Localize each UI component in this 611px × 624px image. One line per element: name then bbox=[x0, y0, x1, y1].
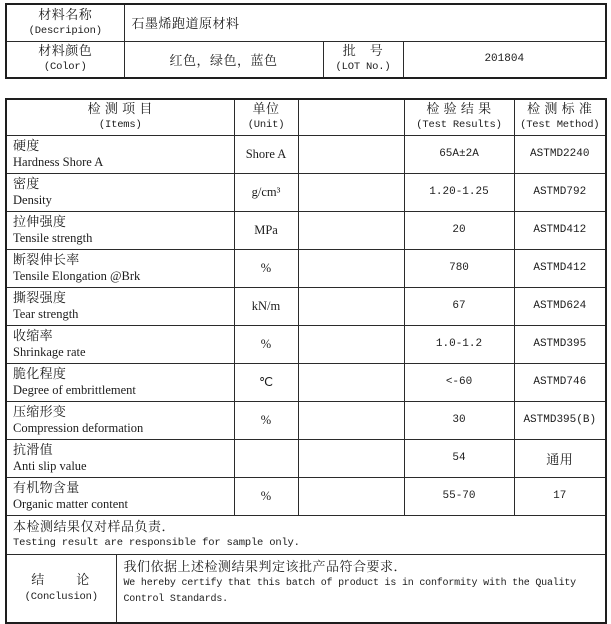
table-row bbox=[6, 439, 606, 477]
table-row bbox=[6, 325, 606, 363]
material-name-value: 石墨烯跑道原材料 bbox=[124, 4, 606, 41]
table-row bbox=[6, 173, 606, 211]
item-cell bbox=[6, 477, 234, 515]
item-cell bbox=[6, 439, 234, 477]
blank-cell bbox=[298, 173, 404, 211]
table-row bbox=[6, 363, 606, 401]
note-en: Testing result are responsible for sample only. bbox=[13, 536, 300, 549]
item-cell bbox=[6, 287, 234, 325]
conclusion-text-zh: 我们依据上述检测结果判定该批产品符合要求． bbox=[123, 558, 408, 574]
item-name-zh: 脆化程度 bbox=[13, 366, 67, 381]
blank-cell bbox=[298, 249, 404, 287]
header-unit: 单位 (Unit) bbox=[234, 99, 298, 135]
table-row bbox=[6, 401, 606, 439]
item-name-zh: 压缩形变 bbox=[13, 404, 67, 419]
blank-cell bbox=[298, 363, 404, 401]
method-cell: ASTMD412 bbox=[514, 249, 606, 287]
table-row bbox=[6, 287, 606, 325]
lot-number-value: 201804 bbox=[403, 41, 606, 78]
method-cell: ASTMD395(B) bbox=[514, 401, 606, 439]
item-name-zh: 有机物含量 bbox=[13, 480, 80, 495]
material-color-value: 红色，绿色，蓝色 bbox=[124, 41, 323, 78]
conclusion-row bbox=[6, 554, 606, 623]
blank-cell bbox=[298, 401, 404, 439]
item-name-en: Tensile strength bbox=[13, 231, 93, 245]
table-row bbox=[6, 41, 606, 78]
unit-cell: Shore A bbox=[234, 135, 298, 173]
item-name-en: Density bbox=[13, 193, 52, 207]
item-cell bbox=[6, 401, 234, 439]
result-cell: 55-70 bbox=[404, 477, 514, 515]
method-cell: ASTMD412 bbox=[514, 211, 606, 249]
result-cell: 54 bbox=[404, 439, 514, 477]
item-name-zh: 抗滑值 bbox=[13, 442, 53, 457]
method-cell: ASTMD792 bbox=[514, 173, 606, 211]
result-cell: 65A±2A bbox=[404, 135, 514, 173]
method-cell: ASTMD624 bbox=[514, 287, 606, 325]
item-name-en: Shrinkage rate bbox=[13, 345, 86, 359]
blank-cell bbox=[298, 211, 404, 249]
method-cell: ASTMD395 bbox=[514, 325, 606, 363]
method-cell: 通用 bbox=[514, 439, 606, 477]
unit-cell: % bbox=[234, 477, 298, 515]
unit-cell: ℃ bbox=[234, 363, 298, 401]
note-zh: 本检测结果仅对样品负责． bbox=[13, 518, 176, 534]
table-header-row bbox=[6, 99, 606, 135]
note-row bbox=[6, 515, 606, 554]
material-color-label-cell bbox=[6, 41, 124, 78]
table-row bbox=[6, 135, 606, 173]
blank-cell bbox=[298, 325, 404, 363]
header-test-method: 检 测 标 准 (Test Method) bbox=[514, 99, 606, 135]
material-color-label-zh: 材料颜色 bbox=[38, 43, 93, 59]
header-blank bbox=[298, 99, 404, 135]
item-cell bbox=[6, 249, 234, 287]
item-cell bbox=[6, 135, 234, 173]
material-name-label-cell bbox=[6, 4, 124, 41]
material-name-label-en: (Descripion) bbox=[28, 24, 102, 37]
conclusion-label-cell bbox=[6, 554, 116, 623]
item-name-en: Tear strength bbox=[13, 307, 79, 321]
unit-cell: kN/m bbox=[234, 287, 298, 325]
unit-cell: % bbox=[234, 325, 298, 363]
table-row bbox=[6, 211, 606, 249]
conclusion-text-en: We hereby certify that this batch of product is in conformity with the Quality Control Standards. bbox=[123, 577, 576, 605]
result-cell: 1.20-1.25 bbox=[404, 173, 514, 211]
method-cell: ASTMD746 bbox=[514, 363, 606, 401]
table-row bbox=[6, 4, 606, 41]
item-name-zh: 硬度 bbox=[13, 138, 40, 153]
lot-label-zh: 批 号 bbox=[342, 43, 384, 59]
item-cell bbox=[6, 363, 234, 401]
item-name-zh: 撕裂强度 bbox=[13, 290, 67, 305]
unit-cell bbox=[234, 439, 298, 477]
note-cell bbox=[6, 515, 606, 554]
result-cell: 1.0-1.2 bbox=[404, 325, 514, 363]
result-cell: 67 bbox=[404, 287, 514, 325]
blank-cell bbox=[298, 287, 404, 325]
item-name-zh: 收缩率 bbox=[13, 328, 53, 343]
item-cell bbox=[6, 211, 234, 249]
item-name-en: Compression deformation bbox=[13, 421, 144, 435]
item-name-zh: 断裂伸长率 bbox=[13, 252, 80, 267]
result-cell: <-60 bbox=[404, 363, 514, 401]
item-name-en: Organic matter content bbox=[13, 497, 129, 511]
conclusion-content-cell bbox=[116, 554, 606, 623]
item-name-zh: 密度 bbox=[13, 176, 40, 191]
item-name-en: Tensile Elongation @Brk bbox=[13, 269, 141, 283]
test-results-table bbox=[5, 98, 607, 624]
method-cell: ASTMD2240 bbox=[514, 135, 606, 173]
item-name-en: Degree of embrittlement bbox=[13, 383, 136, 397]
material-name-label-zh: 材料名称 bbox=[38, 6, 93, 22]
header-test-results: 检 验 结 果 (Test Results) bbox=[404, 99, 514, 135]
unit-cell: g/cm³ bbox=[234, 173, 298, 211]
blank-cell bbox=[298, 477, 404, 515]
lot-label-en: (LOT No.) bbox=[335, 61, 391, 74]
result-cell: 780 bbox=[404, 249, 514, 287]
conclusion-label-en: (Conclusion) bbox=[24, 591, 98, 604]
result-cell: 30 bbox=[404, 401, 514, 439]
blank-cell bbox=[298, 439, 404, 477]
material-info-table bbox=[5, 3, 607, 79]
item-cell bbox=[6, 325, 234, 363]
result-cell: 20 bbox=[404, 211, 514, 249]
unit-cell: % bbox=[234, 249, 298, 287]
unit-cell: MPa bbox=[234, 211, 298, 249]
table-row bbox=[6, 477, 606, 515]
item-name-en: Hardness Shore A bbox=[13, 155, 104, 169]
blank-cell bbox=[298, 135, 404, 173]
unit-cell: % bbox=[234, 401, 298, 439]
lot-label-cell bbox=[323, 41, 403, 78]
header-items: 检 测 项 目 (Items) bbox=[6, 99, 234, 135]
item-cell bbox=[6, 173, 234, 211]
item-name-zh: 拉伸强度 bbox=[13, 214, 67, 229]
table-row bbox=[6, 249, 606, 287]
method-cell: 17 bbox=[514, 477, 606, 515]
item-name-en: Anti slip value bbox=[13, 459, 87, 473]
conclusion-label-zh: 结 论 bbox=[31, 572, 92, 588]
material-color-label-en: (Color) bbox=[43, 61, 87, 74]
